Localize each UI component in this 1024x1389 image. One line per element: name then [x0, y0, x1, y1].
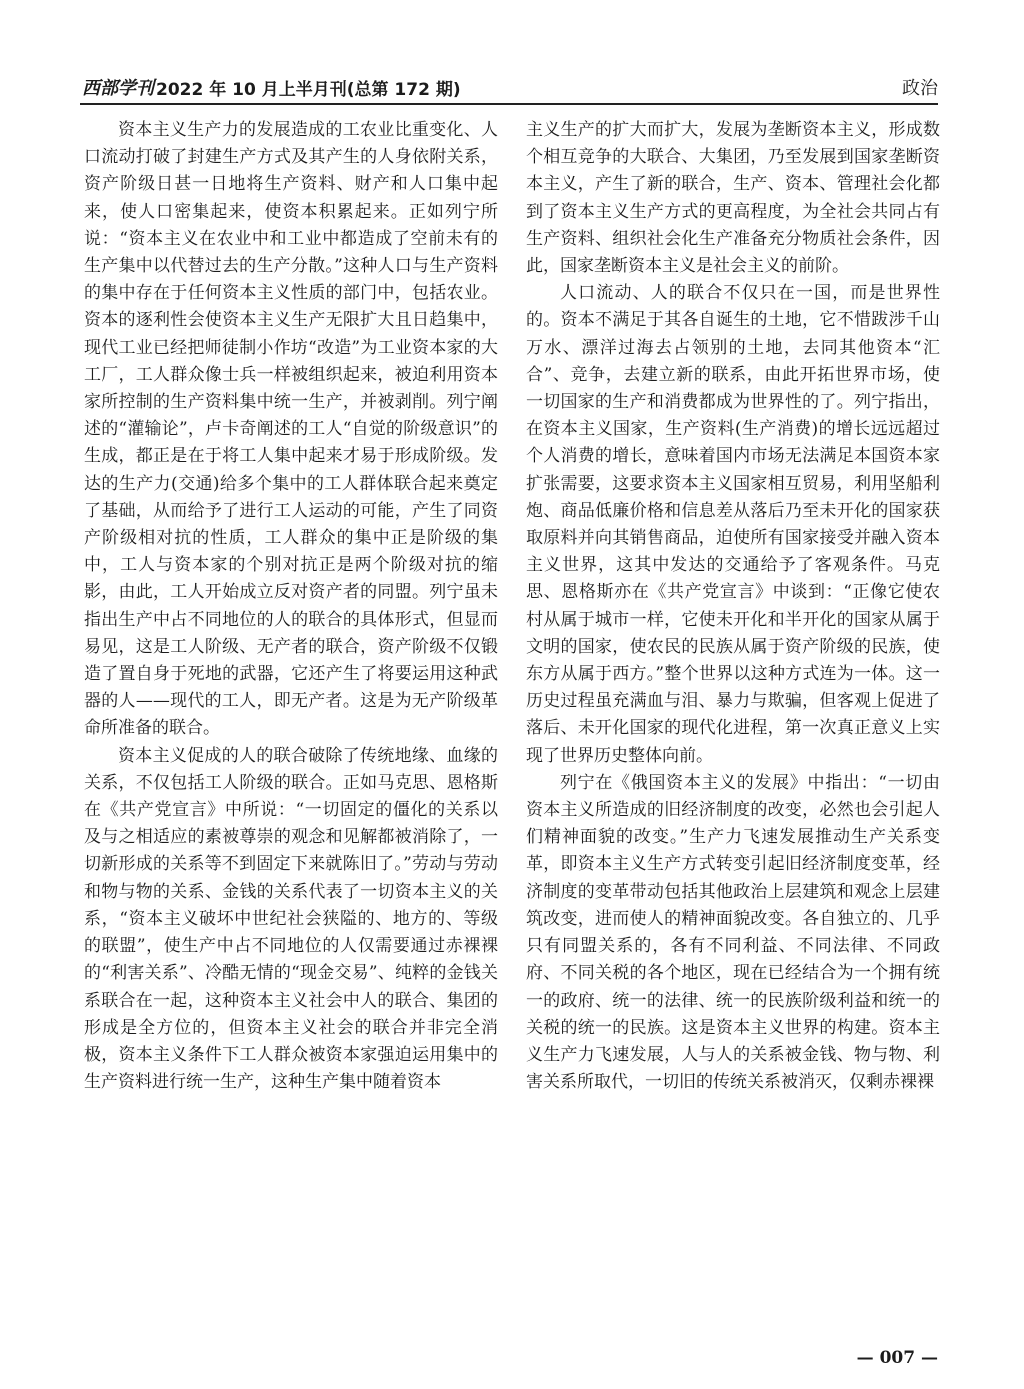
- journal-logo: 西部学刊: [82, 78, 154, 99]
- paragraph: 资本主义生产力的发展造成的工农业比重变化、人口流动打破了封建生产方式及其产生的人身依附关系，资产阶级日甚一日地将生产资料、财产和人口集中起来，使人口密集起来，使资本积累起来。正如列宁所说：“资本主义在农业中和工业中都造成了空前未有的生产集中以代替过去的生产分散。”这种人口与生产资料的集中存在于任何资本主义性质的部门中，包括农业。资本的逐利性会使资本主义生产无限扩大且日趋集中，现代工业已经把师徒制小作坊“改造”为工业资本家的大工厂，工人群众像士兵一样被组织起来，被迫利用资本家所控制的生产资料集中统一生产，并被剥削。列宁阐述的“灌输论”，卢卡奇阐述的工人“自觉的阶级意识”的生成，都正是在于将工人集中起来才易于形成阶级。发达的生产力(交通)给多个集中的工人群体联合起来奠定了基础，从而给予了进行工人运动的可能，产生了同资产阶级相对抗的性质，工人群众的集中正是阶级的集中，工人与资本家的个别对抗正是两个阶级对抗的缩影，由此，工人开始成立反对资产者的同盟。列宁虽未指出生产中占不同地位的人的联合的具体形式，但显而易见，这是工人阶级、无产者的联合，资产阶级不仅锻造了置自身于死地的武器，它还产生了将要运用这种武器的人——现代的工人，即无产者。这是为无产阶级革命所准备的联合。: [84, 120, 498, 739]
- section-name: 政治: [902, 78, 938, 99]
- header-divider: [80, 103, 938, 105]
- paragraph: 人口流动、人的联合不仅只在一国，而是世界性的。资本不满足于其各自诞生的土地，它不惜跋涉千山万水、漂洋过海去占领别的土地，去同其他资本“汇合”、竞争，去建立新的联系，由此开拓世界市场，使一切国家的生产和消费都成为世界性的了。列宁指出，在资本主义国家，生产资料(生产消费)的增长远远超过个人消费的增长，意味着国内市场无法满足本国资本家扩张需要，这要求资本主义国家相互贸易，利用坚船利炮、商品低廉价格和信息差从落后乃至未开化的国家获取原料并向其销售商品，迫使所有国家接受并融入资本主义世界，这其中发达的交通给予了客观条件。马克思、恩格斯亦在《共产党宣言》中谈到：“正像它使农村从属于城市一样，它使未开化和半开化的国家从属于文明的国家，使农民的民族从属于资产阶级的民族，使东方从属于西方。”整个世界以这种方式连为一体。这一历史过程虽充满血与泪、暴力与欺骗，但客观上促进了落后、未开化国家的现代化进程，第一次真正意义上实现了世界历史整体向前。: [526, 283, 940, 766]
- left-column: [84, 117, 498, 1372]
- header-left: [82, 74, 461, 100]
- paragraph-continued: 主义生产的扩大而扩大，发展为垄断资本主义，形成数个相互竞争的大联合、大集团，乃至发展到国家垄断资本主义，产生了新的联合，生产、资本、管理社会化都到了资本主义生产方式的更高程度，为全社会共同占有生产资料、组织社会化生产准备充分物质社会条件，因此，国家垄断资本主义是社会主义的前阶。: [526, 120, 940, 277]
- right-column: [526, 117, 940, 1372]
- page-number: — 007 —: [856, 1348, 938, 1368]
- paragraph: 资本主义促成的人的联合破除了传统地缘、血缘的关系，不仅包括工人阶级的联合。正如马克思、恩格斯在《共产党宣言》中所说：“一切固定的僵化的关系以及与之相适应的素被尊崇的观念和见解都被消除了，一切新形成的关系等不到固定下来就陈旧了。”劳动与劳动和物与物的关系、金钱的关系代表了一切资本主义的关系，“资本主义破坏中世纪社会狭隘的、地方的、等级的联盟”，使生产中占不同地位的人仅需要通过赤裸裸的“利害关系”、冷酷无情的“现金交易”、纯粹的金钱关系联合在一起，这种资本主义社会中人的联合、集团的形成是全方位的，但资本主义社会的联合并非完全消极，资本主义条件下工人群众被资本家强迫运用集中的生产资料进行统一生产，这种生产集中随着资本: [84, 745, 498, 1093]
- running-header: [82, 72, 938, 100]
- article-body: [84, 117, 940, 1372]
- issue-info: 2022 年 10 月上半月刊(总第 172 期): [156, 80, 461, 100]
- paragraph: 列宁在《俄国资本主义的发展》中指出：“一切由资本主义所造成的旧经济制度的改变，必然也会引起人们精神面貌的改变。”生产力飞速发展推动生产关系变革，即资本主义生产方式转变引起旧经济制度变革，经济制度的变革带动包括其他政治上层建筑和观念上层建筑改变，进而使人的精神面貌改变。各自独立的、几乎只有同盟关系的，各有不同利益、不同法律、不同政府、不同关税的各个地区，现在已经结合为一个拥有统一的政府、统一的法律、统一的民族阶级利益和统一的关税的统一的民族。这是资本主义世界的构建。资本主义生产力飞速发展，人与人的关系被金钱、物与物、利害关系所取代，一切旧的传统关系被消灭，仅剩赤裸裸: [526, 772, 940, 1093]
